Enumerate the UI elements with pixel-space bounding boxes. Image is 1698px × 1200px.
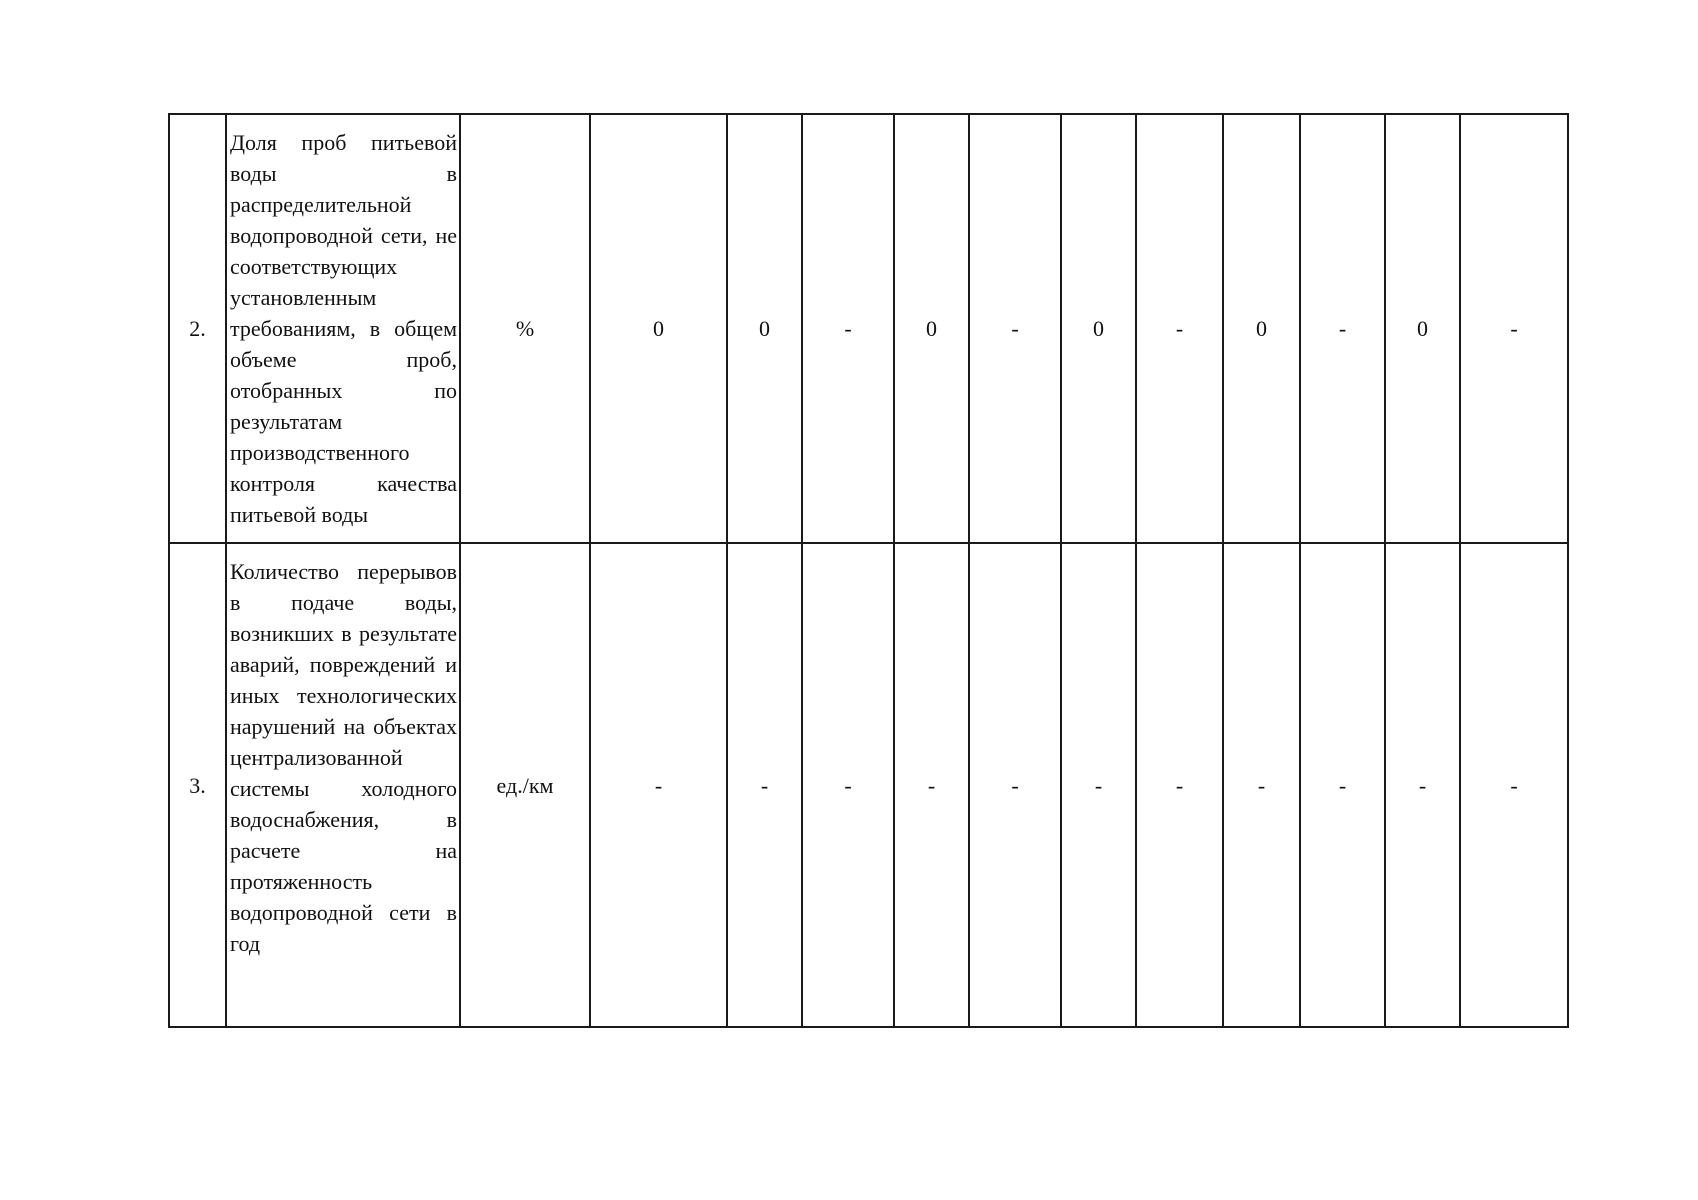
value-cell: - bbox=[1385, 543, 1460, 1027]
indicators-table bbox=[168, 113, 1569, 1028]
value-cell: 0 bbox=[1223, 114, 1300, 543]
value-cell: - bbox=[1300, 114, 1385, 543]
value-cell: - bbox=[969, 114, 1061, 543]
value-cell: 0 bbox=[1385, 114, 1460, 543]
value-cell: - bbox=[802, 543, 894, 1027]
value-cell: 0 bbox=[894, 114, 969, 543]
value-cell: - bbox=[802, 114, 894, 543]
row-number: 3. bbox=[169, 543, 226, 1027]
value-cell: - bbox=[894, 543, 969, 1027]
value-cell: - bbox=[1460, 114, 1568, 543]
value-cell: - bbox=[1061, 543, 1136, 1027]
row-number: 2. bbox=[169, 114, 226, 543]
unit-cell: % bbox=[460, 114, 590, 543]
value-cell: - bbox=[1136, 543, 1223, 1027]
value-cell: - bbox=[969, 543, 1061, 1027]
value-cell: - bbox=[1223, 543, 1300, 1027]
unit-cell: ед./км bbox=[460, 543, 590, 1027]
value-cell: - bbox=[590, 543, 727, 1027]
indicator-description-text: Количество перерывов в подаче воды, возникших в результате аварий, повреждений и иных технологических нарушений на объектах централизованной системы холодного водоснабжения, в расчете на протяженность водопроводной сети в год bbox=[230, 559, 457, 956]
value-cell: - bbox=[727, 543, 802, 1027]
value-cell: 0 bbox=[590, 114, 727, 543]
table-row bbox=[169, 114, 1568, 543]
value-cell: 0 bbox=[1061, 114, 1136, 543]
indicator-description-text: Доля проб питьевой воды в распределительной водопроводной сети, не соответствующих установленным требованиям, в общем объеме проб, отобранных по результатам производственного контроля качества питьевой воды bbox=[230, 130, 457, 527]
value-cell: - bbox=[1136, 114, 1223, 543]
value-cell: 0 bbox=[727, 114, 802, 543]
indicator-description bbox=[226, 543, 460, 1027]
table-row bbox=[169, 543, 1568, 1027]
value-cell: - bbox=[1460, 543, 1568, 1027]
indicator-description bbox=[226, 114, 460, 543]
value-cell: - bbox=[1300, 543, 1385, 1027]
